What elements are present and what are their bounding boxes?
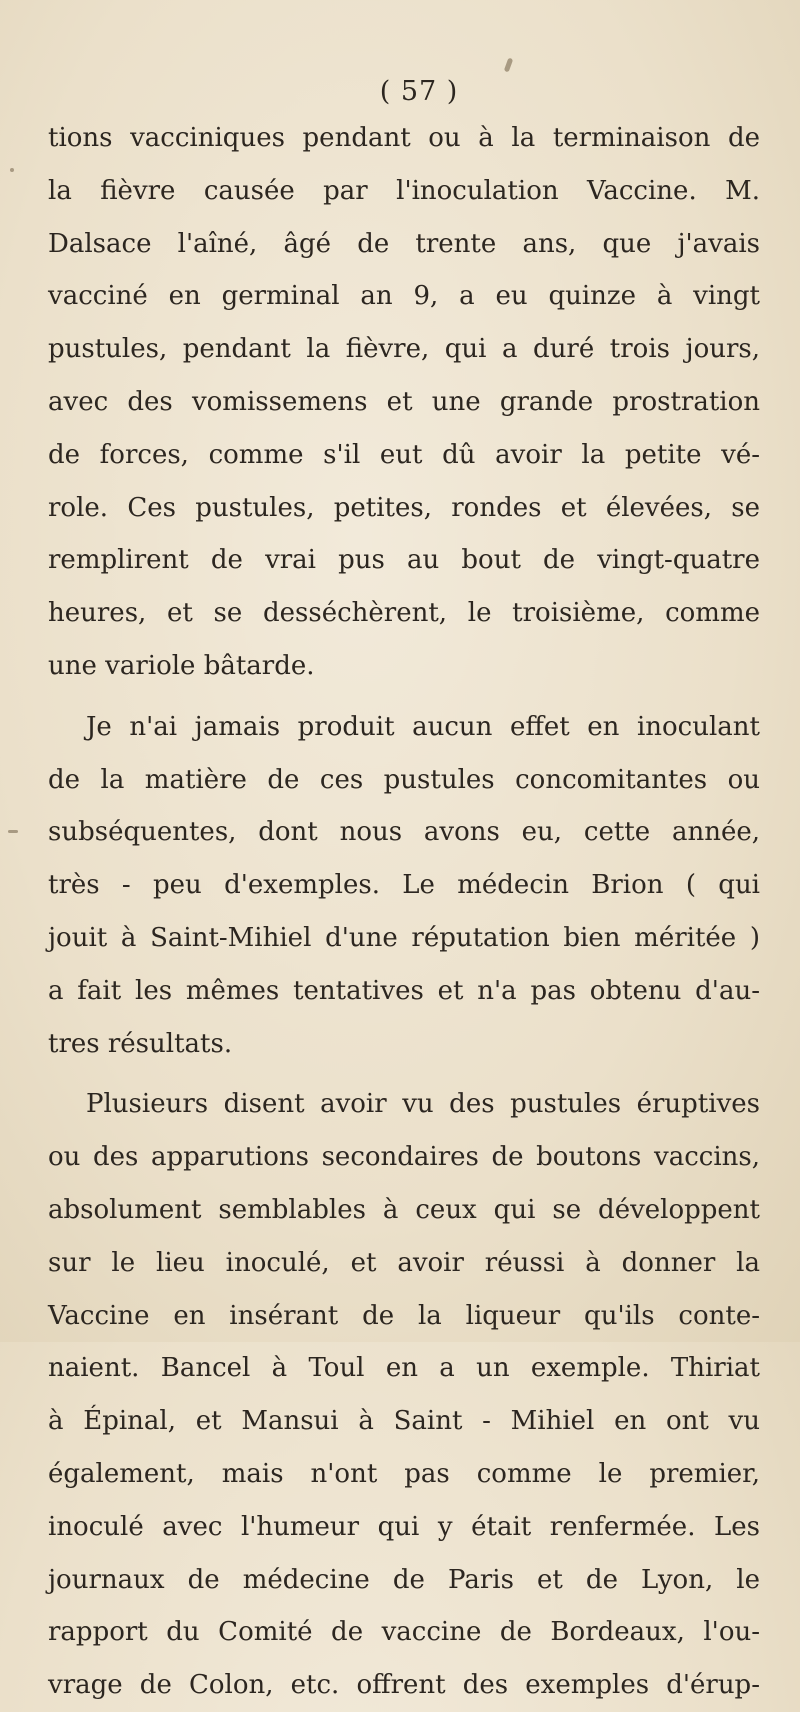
paragraph-gap <box>48 693 760 701</box>
text-line: de la matière de ces pustules concomitantes ou <box>48 764 760 795</box>
text-line: naient. Bancel à Toul en a un exemple. Thiriat <box>48 1353 760 1384</box>
paper-blemish <box>8 830 18 833</box>
text-line: la fièvre causée par l'inoculation Vaccine. M. <box>48 175 760 206</box>
text-line: de forces, comme s'il eut dû avoir la petite vé- <box>48 439 760 470</box>
text-line: absolument semblables à ceux qui se développent <box>48 1194 760 1225</box>
paragraph-3 <box>48 1078 760 1712</box>
text-line: à Épinal, et Mansui à Saint - Mihiel en ont vu <box>48 1406 760 1437</box>
text-line: ou des apparutions secondaires de boutons vaccins, <box>48 1142 760 1173</box>
text-line: Dalsace l'aîné, âgé de trente ans, que j'avais <box>48 228 760 259</box>
book-page <box>48 72 760 1701</box>
paper-blemish <box>504 58 513 73</box>
text-line: rapport du Comité de vaccine de Bordeaux, l'ou- <box>48 1617 760 1648</box>
text-line: role. Ces pustules, petites, rondes et élevées, se <box>48 492 760 523</box>
text-line: vacciné en germinal an 9, a eu quinze à vingt <box>48 281 760 312</box>
page-number: ( 57 ) <box>379 76 459 107</box>
text-line: a fait les mêmes tentatives et n'a pas obtenu d'au- <box>48 975 760 1006</box>
text-line: sur le lieu inoculé, et avoir réussi à donner la <box>48 1247 760 1278</box>
text-line: Je n'ai jamais produit aucun effet en inoculant <box>86 711 760 742</box>
text-line: très - peu d'exemples. Le médecin Brion ( qui <box>48 870 760 901</box>
text-line: vrage de Colon, etc. offrent des exemples d'érup- <box>48 1670 760 1701</box>
text-line: pustules, pendant la fièvre, qui a duré trois jours, <box>48 334 760 365</box>
text-line: également, mais n'ont pas comme le premier, <box>48 1458 760 1489</box>
text-line: tres résultats. <box>48 1028 233 1059</box>
text-line: avec des vomissemens et une grande prostration <box>48 386 760 417</box>
text-line: Vaccine en insérant de la liqueur qu'ils conte- <box>48 1300 760 1331</box>
paper-blemish <box>10 168 14 172</box>
text-line: journaux de médecine de Paris et de Lyon, le <box>48 1564 760 1595</box>
text-line: tions vacciniques pendant ou à la terminaison de <box>48 123 760 153</box>
text-line: Plusieurs disent avoir vu des pustules éruptives <box>86 1089 760 1120</box>
text-line: subséquentes, dont nous avons eu, cette année, <box>48 817 760 848</box>
paragraph-1 <box>48 112 760 693</box>
text-line: inoculé avec l'humeur qui y était renfermée. Les <box>48 1511 760 1542</box>
paragraph-2 <box>48 701 760 1071</box>
text-line: heures, et se desséchèrent, le troisième, comme <box>48 598 760 629</box>
text-line: remplirent de vrai pus au bout de vingt-quatre <box>48 545 760 576</box>
paragraph-gap <box>48 1070 760 1078</box>
text-line: jouit à Saint-Mihiel d'une réputation bien méritée ) <box>48 922 760 953</box>
text-line: une variole bâtarde. <box>48 650 315 681</box>
